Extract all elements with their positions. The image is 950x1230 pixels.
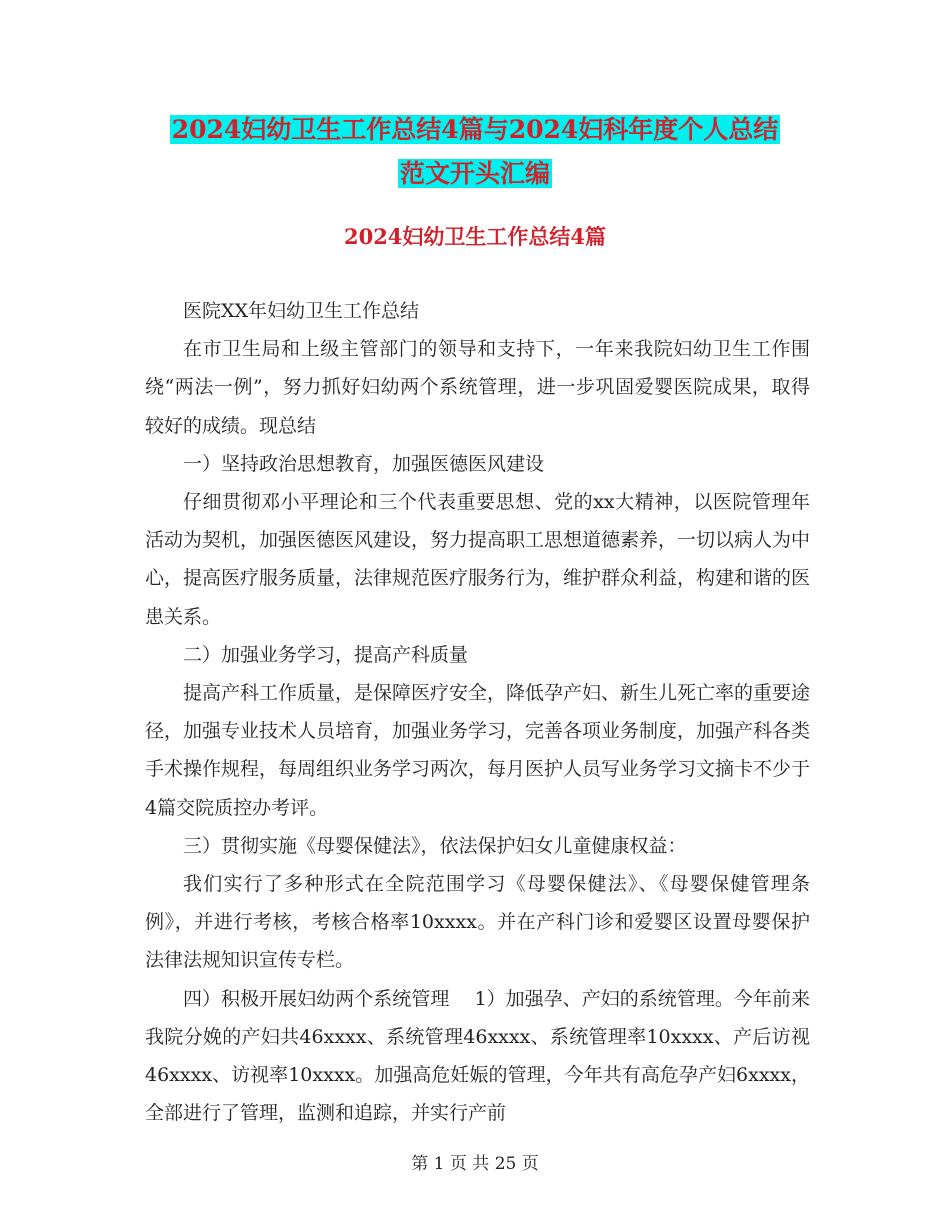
document-title-line-1: 2024妇幼卫生工作总结4篇与2024妇科年度个人总结 [171, 115, 779, 144]
document-body [145, 292, 810, 1132]
paragraph-body-3: 我们实行了多种形式在全院范围学习《母婴保健法》、《母婴保健管理条例》，并进行考核，考核合格率10xxxx。并在产科门诊和爱婴区设置母婴保护法律法规知识宣传专栏。 [145, 873, 810, 972]
paragraph-body-1: 仔细贯彻邓小平理论和三个代表重要思想、党的xx大精神，以医院管理年活动为契机，加强医德医风建设，努力提高职工思想道德素养，一切以病人为中心，提高医疗服务质量，法律规范医疗服务行为，维护群众利益，构建和谐的医患关系。 [145, 491, 811, 628]
paragraph-body-2: 提高产科工作质量，是保障医疗安全，降低孕产妇、新生儿死亡率的重要途径，加强专业技术人员培育，加强业务学习，完善各项业务制度，加强产科各类手术操作规程，每周组织业务学习两次，每月医护人员写业务学习文摘卡不少于4篇交院质控办考评。 [145, 682, 811, 819]
paragraph-heading-4: 四）积极开展妇幼两个系统管理 1）加强孕、产妇的系统管理。今年前来我院分娩的产妇共46xxxx、系统管理46xxxx、系统管理率10xxxx、产后访视46xxxx、访视率10xxxx。加强高危妊娠的管理，今年共有高危孕产妇6xxxx，全部进行了管理，监测和追踪，并实行产前 [145, 987, 810, 1125]
section-heading: 2024妇幼卫生工作总结4篇 [343, 224, 607, 249]
paragraph-heading-3: 三）贯彻实施《母婴保健法》，依法保护妇女儿童健康权益： [183, 834, 687, 857]
paragraph-intro: 在市卫生局和上级主管部门的领导和支持下，一年来我院妇幼卫生工作围绕“两法一例”，努力抓好妇幼两个系统管理，进一步巩固爱婴医院成果，取得较好的成绩。现总结 [145, 338, 810, 437]
paragraph-heading-2: 二）加强业务学习，提高产科质量 [183, 643, 469, 666]
paragraph-heading-1: 一）坚持政治思想教育，加强医德医风建设 [183, 452, 545, 475]
paragraph-intro-title: 医院XX年妇幼卫生工作总结 [183, 300, 420, 322]
document-title-line-2: 范文开头汇编 [399, 159, 550, 188]
page-footer: 第 1 页 共 25 页 [411, 1154, 539, 1174]
